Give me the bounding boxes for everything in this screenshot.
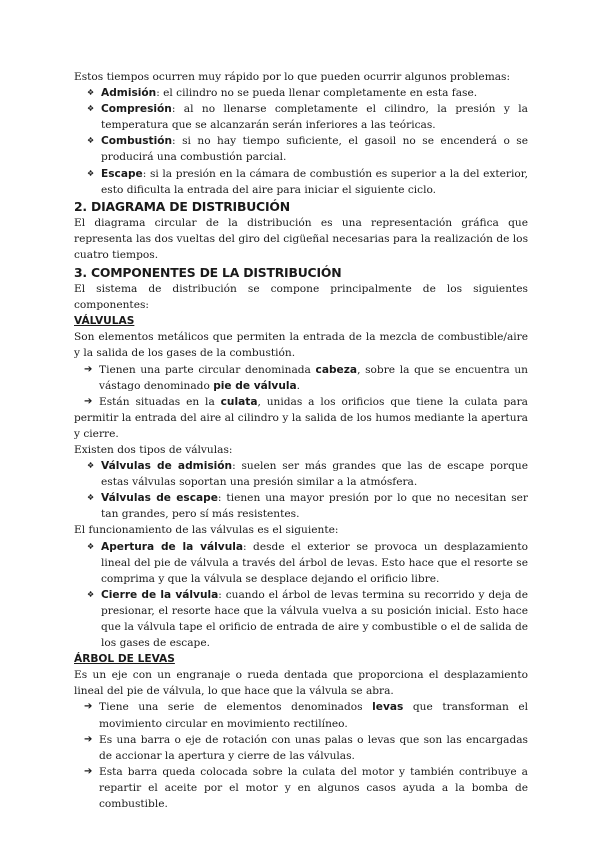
list-item — [74, 133, 528, 165]
list-item-term: Válvulas de escape — [101, 492, 218, 505]
document-page — [74, 69, 528, 812]
list-item-text: : tienen una mayor presión por lo que no necesitan ser tan grandes, pero sí más resistentes. — [101, 492, 528, 521]
list-item-term: Compresión — [101, 103, 172, 116]
list-item-term: Admisión — [101, 87, 157, 100]
list-item — [74, 85, 528, 101]
list-item-text: : cuando el árbol de levas termina su recorrido y deja de presionar, el resorte hace que la válvula vuelva a su posición inicial. Esto hace que la válvula tape el orificio de entrada de aire y combustible o el de salida de los gases de escape. — [101, 588, 528, 650]
list-item-text: Tiene una serie de elementos denominados — [99, 701, 373, 714]
list-item — [74, 732, 528, 764]
list-item-text: Están situadas en la — [99, 395, 221, 408]
problems-list — [74, 85, 528, 198]
list-item-text: , unidas a los orificios que tiene la culata para permitir la entrada del aire al cilindro y la salida de los humos mediante la apertura y cierre. — [74, 395, 529, 440]
list-item-term: Apertura de la válvula — [101, 540, 244, 553]
intro-paragraph: Estos tiempos ocurren muy rápido por lo que pueden ocurrir algunos problemas: — [74, 71, 511, 83]
list-item-term: Cierre de la válvula — [101, 588, 219, 601]
list-item-term: Combustión — [101, 135, 173, 148]
section-heading-diagrama: 2. DIAGRAMA DE DISTRIBUCIÓN — [74, 198, 290, 214]
section-heading-componentes: 3. COMPONENTES DE LA DISTRIBUCIÓN — [74, 264, 342, 280]
list-item-term: cabeza — [315, 363, 358, 376]
list-item — [74, 394, 528, 442]
list-item-term: Escape — [101, 167, 143, 180]
valvulas-arrow-list-2 — [74, 394, 528, 442]
valve-types-list — [74, 458, 528, 522]
subheading-valvulas: VÁLVULAS — [74, 315, 135, 328]
list-item-text: Esta barra queda colocada sobre la culata del motor y también contribuye a repartir el aceite por el motor y en algunos casos ayuda a la bomba de combustible. — [99, 765, 528, 811]
list-item-text: : si la presión en la cámara de combustión es superior a la del exterior, esto dificulta la entrada del aire para iniciar el siguiente ciclo. — [101, 167, 528, 196]
list-item-text: que transforman el movimiento circular en movimiento rectilíneo. — [99, 701, 528, 730]
definition-paragraph: Son elementos metálicos que permiten la entrada de la mezcla de combustible/aire y la salida de los gases de la combustión. — [74, 331, 528, 360]
valvulas-arrow-list — [74, 362, 528, 394]
list-item-text: : si no hay tiempo suficiente, el gasoil no se encenderá o se producirá una combustión parcial. — [101, 135, 528, 164]
list-item-term: culata — [220, 395, 258, 408]
list-item — [74, 362, 528, 394]
list-item — [74, 166, 528, 198]
function-intro: El funcionamiento de las válvulas es el siguiente: — [74, 524, 339, 537]
section-paragraph: El sistema de distribución se compone principalmente de los siguientes componentes: — [74, 283, 528, 312]
list-item-term: Válvulas de admisión — [101, 460, 233, 473]
list-item-term: pie de válvula — [213, 379, 297, 392]
list-item-text: : suelen ser más grandes que las de escape porque estas válvulas soportan una presión similar a la atmósfera. — [101, 460, 528, 489]
list-item-text: : el cilindro no se pueda llenar completamente en esta fase. — [156, 87, 478, 100]
list-item — [74, 490, 528, 522]
list-item — [74, 587, 528, 651]
valve-function-list — [74, 539, 528, 652]
list-item — [74, 458, 528, 490]
list-item-text: : desde el exterior se provoca un desplazamiento lineal del pie de válvula a través del árbol de levas. Esto hace que el resorte se comprima y que la válvula se desplace dejando el orificio libre. — [101, 540, 528, 585]
list-item — [74, 764, 528, 812]
types-intro: Existen dos tipos de válvulas: — [74, 443, 233, 456]
list-item-text: . — [296, 379, 301, 392]
definition-paragraph: Es un eje con un engranaje o rueda dentada que proporciona el desplazamiento lineal del pie de válvula, lo que hace que la válvula se abra. — [74, 669, 528, 698]
section-paragraph: El diagrama circular de la distribución es una representación gráfica que representa las dos vueltas del giro del cigüeñal necesarias para la realización de los cuatro tiempos. — [74, 217, 528, 262]
list-item-text: Es una barra o eje de rotación con unas palas o levas que son las encargadas de accionar la apertura y cierre de las válvulas. — [99, 733, 528, 762]
list-item-text: Tienen una parte circular denominada — [99, 363, 316, 376]
list-item-text: , sobre la que se encuentra un vástago denominado — [99, 363, 528, 392]
list-item-term: levas — [372, 701, 404, 714]
arbol-arrow-list — [74, 699, 528, 812]
subheading-arbol-de-levas: ÁRBOL DE LEVAS — [74, 653, 175, 666]
list-item — [74, 539, 528, 587]
list-item — [74, 101, 528, 133]
list-item-text: : al no llenarse completamente el cilindro, la presión y la temperatura que se alcanzarán serán inferiores a las teóricas. — [101, 103, 528, 132]
list-item — [74, 699, 528, 731]
